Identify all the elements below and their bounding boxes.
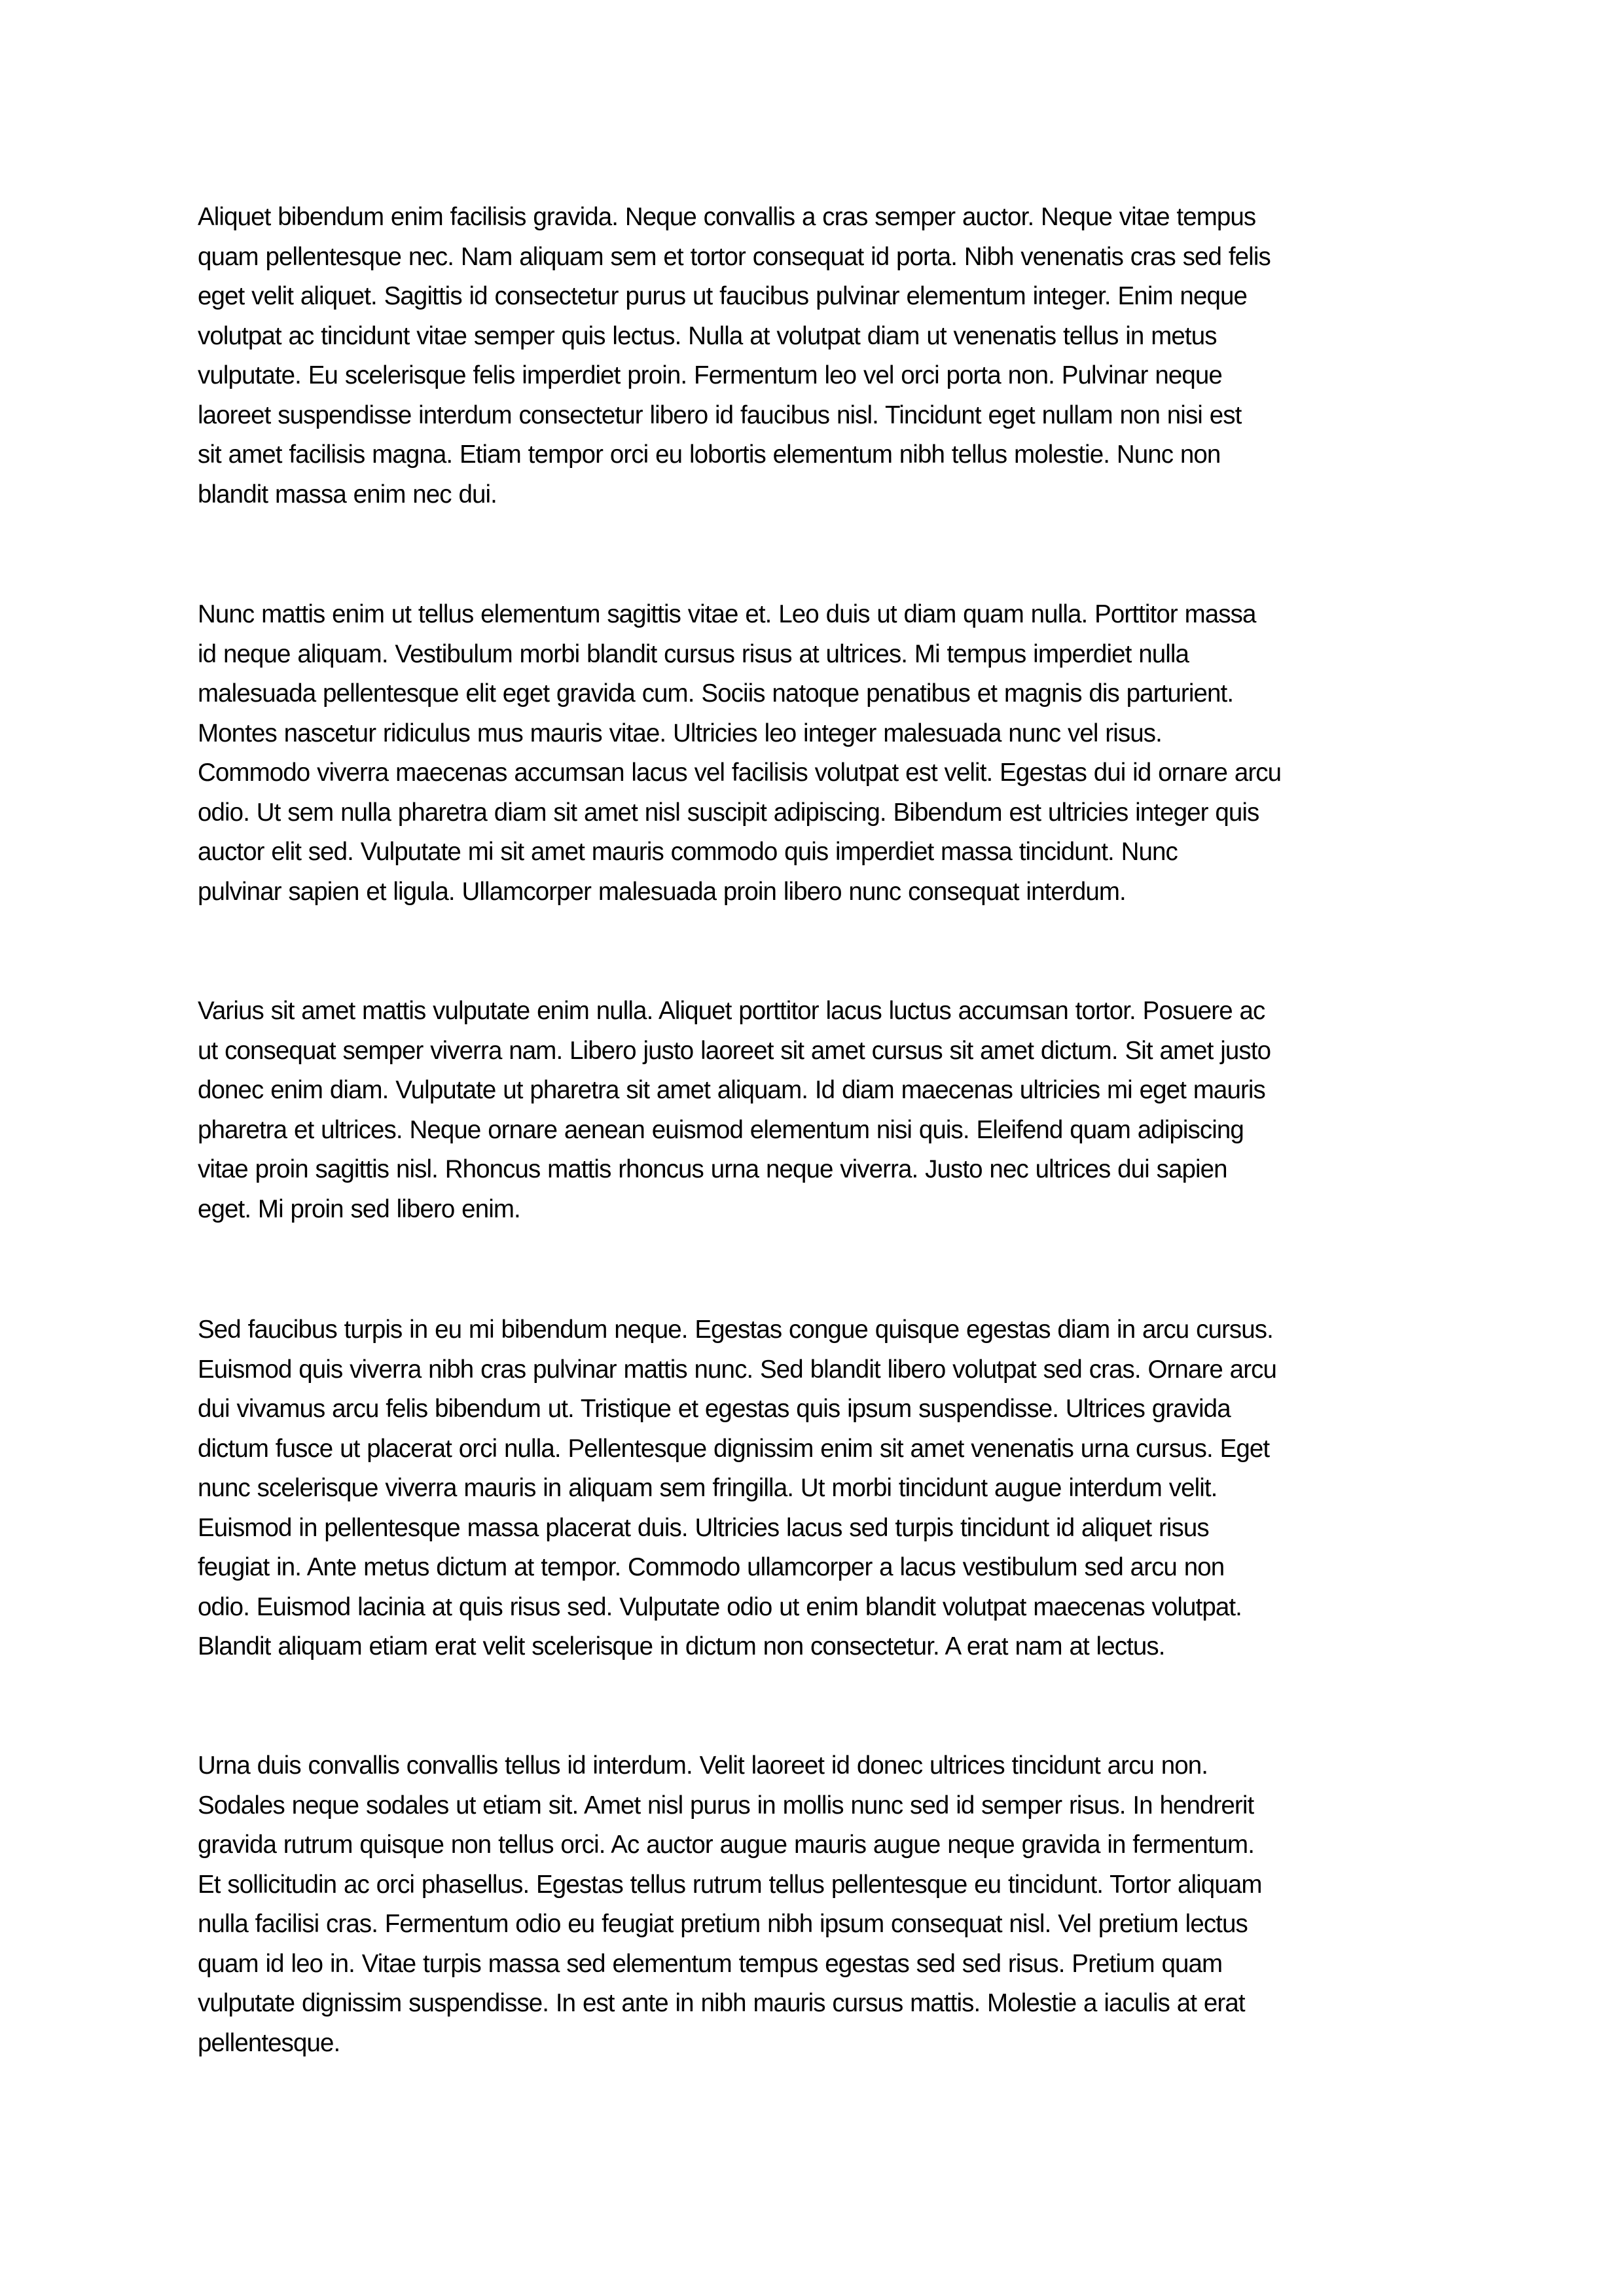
text-line: Nunc mattis enim ut tellus elementum sagittis vitae et. Leo duis ut diam quam nulla. Porttitor massa bbox=[198, 600, 1256, 628]
text-line: vitae proin sagittis nisl. Rhoncus mattis rhoncus urna neque viverra. Justo nec ultrices dui sapien bbox=[198, 1155, 1227, 1183]
paragraph-2 bbox=[198, 595, 1441, 912]
text-line: nulla facilisi cras. Fermentum odio eu feugiat pretium nibh ipsum consequat nisl. Vel pretium lectus bbox=[198, 1910, 1248, 1938]
text-line: ut consequat semper viverra nam. Libero justo laoreet sit amet cursus sit amet dictum. Sit amet justo bbox=[198, 1036, 1271, 1065]
text-line: quam id leo in. Vitae turpis massa sed elementum tempus egestas sed sed risus. Pretium quam bbox=[198, 1949, 1223, 1978]
text-line: pulvinar sapien et ligula. Ullamcorper malesuada proin libero nunc consequat interdum. bbox=[198, 877, 1126, 906]
text-line: Et sollicitudin ac orci phasellus. Egestas tellus rutrum tellus pellentesque eu tincidunt. Tortor aliquam bbox=[198, 1870, 1262, 1899]
text-line: Sodales neque sodales ut etiam sit. Amet nisl purus in mollis nunc sed id semper risus. In hendrerit bbox=[198, 1791, 1254, 1820]
text-line: dictum fusce ut placerat orci nulla. Pellentesque dignissim enim sit amet venenatis urna cursus. Eget bbox=[198, 1434, 1270, 1463]
text-line: Urna duis convallis convallis tellus id interdum. Velit laoreet id donec ultrices tincidunt arcu non. bbox=[198, 1751, 1208, 1780]
text-line: eget. Mi proin sed libero enim. bbox=[198, 1194, 520, 1223]
text-line: blandit massa enim nec dui. bbox=[198, 480, 497, 509]
text-line: pellentesque. bbox=[198, 2028, 340, 2057]
text-line: Euismod in pellentesque massa placerat duis. Ultricies lacus sed turpis tincidunt id aliquet risus bbox=[198, 1513, 1209, 1542]
paragraph-1 bbox=[198, 198, 1441, 514]
text-line: Sed faucibus turpis in eu mi bibendum neque. Egestas congue quisque egestas diam in arcu cursus. bbox=[198, 1316, 1273, 1344]
text-line: dui vivamus arcu felis bibendum ut. Tristique et egestas quis ipsum suspendisse. Ultrices gravida bbox=[198, 1395, 1231, 1423]
text-line: sit amet facilisis magna. Etiam tempor orci eu lobortis elementum nibh tellus molestie. Nunc non bbox=[198, 440, 1221, 469]
text-line: odio. Ut sem nulla pharetra diam sit amet nisl suscipit adipiscing. Bibendum est ultricies integer quis bbox=[198, 798, 1259, 827]
text-line: vulputate. Eu scelerisque felis imperdiet proin. Fermentum leo vel orci porta non. Pulvinar neque bbox=[198, 361, 1222, 389]
text-line: gravida rutrum quisque non tellus orci. Ac auctor augue mauris augue neque gravida in fermentum. bbox=[198, 1831, 1255, 1859]
text-line: Montes nascetur ridiculus mus mauris vitae. Ultricies leo integer malesuada nunc vel risus. bbox=[198, 719, 1162, 747]
text-line: feugiat in. Ante metus dictum at tempor. Commodo ullamcorper a lacus vestibulum sed arcu non bbox=[198, 1553, 1225, 1581]
paragraph-4 bbox=[198, 1310, 1441, 1667]
text-line: nunc scelerisque viverra mauris in aliquam sem fringilla. Ut morbi tincidunt augue interdum velit. bbox=[198, 1474, 1218, 1502]
text-line: Varius sit amet mattis vulputate enim nulla. Aliquet porttitor lacus luctus accumsan tortor. Posuere ac bbox=[198, 997, 1265, 1025]
text-line: quam pellentesque nec. Nam aliquam sem et tortor consequat id porta. Nibh venenatis cras sed felis bbox=[198, 242, 1271, 271]
text-line: Blandit aliquam etiam erat velit scelerisque in dictum non consectetur. A erat nam at lectus. bbox=[198, 1632, 1165, 1660]
text-line: eget velit aliquet. Sagittis id consectetur purus ut faucibus pulvinar elementum integer. Enim neque bbox=[198, 282, 1247, 310]
paragraph-5 bbox=[198, 1746, 1441, 2063]
text-line: odio. Euismod lacinia at quis risus sed. Vulputate odio ut enim blandit volutpat maecenas volutpat. bbox=[198, 1592, 1242, 1621]
text-line: auctor elit sed. Vulputate mi sit amet mauris commodo quis imperdiet massa tincidunt. Nunc bbox=[198, 838, 1178, 866]
text-line: pharetra et ultrices. Neque ornare aenean euismod elementum nisi quis. Eleifend quam adipiscing bbox=[198, 1115, 1244, 1144]
text-line: Euismod quis viverra nibh cras pulvinar mattis nunc. Sed blandit libero volutpat sed cras. Ornare arcu bbox=[198, 1355, 1276, 1384]
text-line: volutpat ac tincidunt vitae semper quis lectus. Nulla at volutpat diam ut venenatis tellus in metus bbox=[198, 321, 1217, 350]
text-line: Commodo viverra maecenas accumsan lacus vel facilisis volutpat est velit. Egestas dui id ornare arcu bbox=[198, 759, 1282, 787]
text-line: vulputate dignissim suspendisse. In est ante in nibh mauris cursus mattis. Molestie a iaculis at erat bbox=[198, 1989, 1245, 2017]
text-line: Aliquet bibendum enim facilisis gravida. Neque convallis a cras semper auctor. Neque vitae tempus bbox=[198, 203, 1256, 231]
text-line: id neque aliquam. Vestibulum morbi blandit cursus risus at ultrices. Mi tempus imperdiet nulla bbox=[198, 639, 1189, 668]
paragraph-3 bbox=[198, 992, 1441, 1229]
text-line: malesuada pellentesque elit eget gravida cum. Sociis natoque penatibus et magnis dis parturient. bbox=[198, 679, 1234, 708]
text-line: donec enim diam. Vulputate ut pharetra sit amet aliquam. Id diam maecenas ultricies mi eget mauris bbox=[198, 1076, 1265, 1104]
text-line: laoreet suspendisse interdum consectetur libero id faucibus nisl. Tincidunt eget nullam non nisi est bbox=[198, 401, 1242, 429]
